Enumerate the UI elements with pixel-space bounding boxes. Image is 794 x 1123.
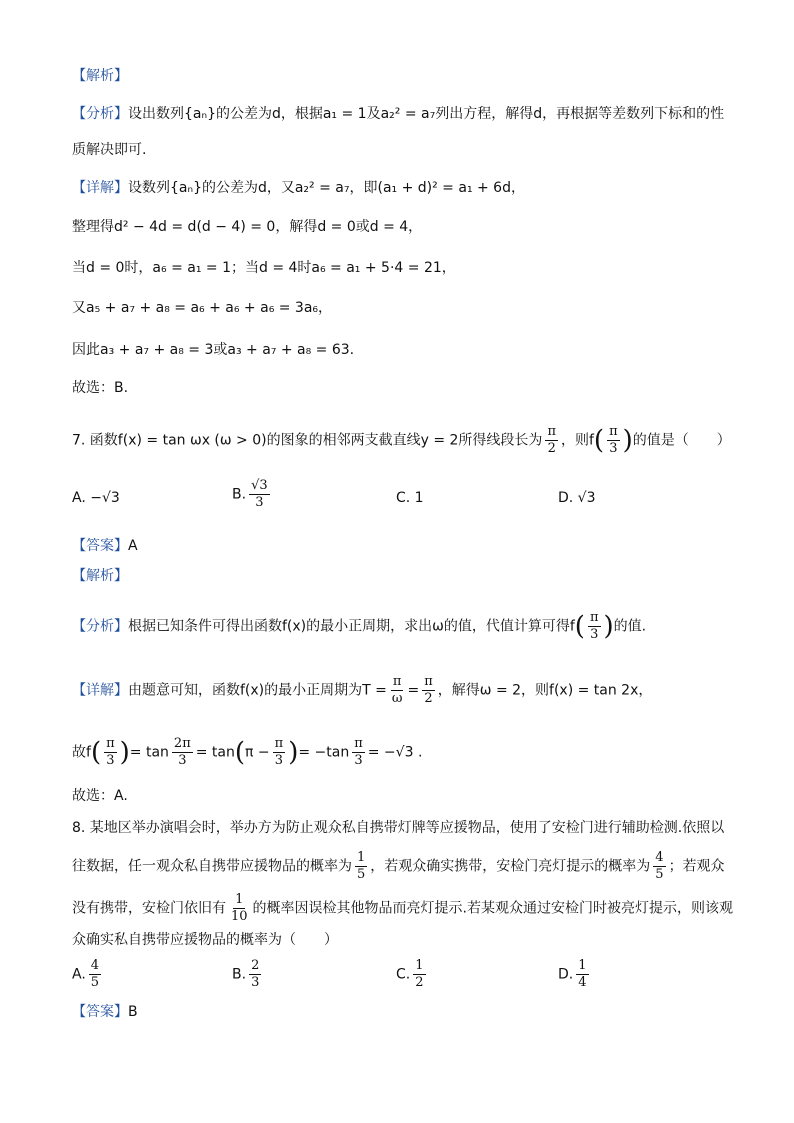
option-d [558, 490, 596, 506]
answer-value: A [128, 538, 138, 554]
choice-line [72, 786, 128, 806]
text-run: = tan [195, 744, 235, 761]
text-run: 又a₅ + a₇ + a₈ = a₆ + a₆ + a₆ = 3a₆， [72, 300, 333, 316]
fraction-numerator: π [392, 674, 402, 689]
section-tag: 【详解】 [72, 180, 128, 196]
question-8 [72, 930, 338, 950]
analysis-line [72, 610, 646, 643]
section-tag: 【答案】 [72, 1004, 128, 1020]
choice-line [72, 378, 128, 398]
option-label: C. [396, 966, 411, 983]
paren: ( [593, 425, 605, 456]
analysis-line [72, 104, 724, 124]
fraction-denominator: 3 [251, 975, 260, 990]
fraction-numerator: π [547, 424, 556, 439]
fraction [89, 958, 101, 991]
option-c [396, 958, 429, 991]
fraction [273, 736, 286, 769]
fraction [390, 674, 405, 707]
option-text: D. √3 [558, 490, 596, 506]
text-run: 的值. [613, 618, 647, 635]
text-run: 因此a₃ + a₇ + a₈ = 3或a₃ + a₇ + a₈ = 63. [72, 342, 355, 358]
fraction-numerator: 2 [251, 958, 260, 973]
option-text: A. −√3 [72, 490, 120, 506]
question-7 [72, 424, 731, 457]
text-run: 故选：A. [72, 788, 128, 804]
text-run: = −tan [298, 744, 350, 761]
text-run: 7. 函数f(x) = tan ωx (ω > 0)的图象的相邻两支截直线y = 2所得线段长为 [72, 432, 543, 449]
fraction-denominator: ω [391, 691, 403, 706]
text-run: ；若观众 [668, 858, 725, 875]
question-8 [72, 850, 725, 883]
text-run: ，解得ω = 2，则f(x) = tan 2x， [437, 682, 653, 699]
fraction-denominator: 3 [590, 627, 599, 642]
option-d [558, 958, 592, 991]
section-tag: 【解析】 [72, 68, 128, 84]
fraction [172, 736, 193, 769]
text-run: 根据已知条件可得出函数f(x)的最小正周期，求出ω的值，代值计算可得f [128, 618, 575, 635]
option-label: B. [232, 486, 247, 503]
fraction-numerator: 4 [90, 958, 100, 973]
text-run: 没有携带，安检门依旧有 [72, 900, 226, 917]
text-run: = −√3 . [367, 744, 423, 761]
fraction-denominator: 5 [90, 975, 100, 990]
detail-line [72, 178, 525, 198]
paren: ( [234, 737, 246, 768]
analysis-heading [72, 66, 128, 86]
option-text: C. 1 [396, 490, 424, 506]
paren: ) [622, 425, 633, 456]
text-run: 众确实私自携带应援物品的概率为（ ） [72, 932, 338, 948]
fraction-denominator: 3 [106, 753, 115, 768]
text-run: 的值是（ ） [632, 432, 731, 449]
fraction-denominator: 2 [424, 691, 433, 706]
option-label: D. [558, 966, 574, 983]
text-run: 的概率因误检其他物品而亮灯提示.若某观众通过安检门时被亮灯提示，则该观 [252, 900, 733, 917]
text-run: 设数列{aₙ}的公差为d，又a₂² = a₇，即(a₁ + d)² = a₁ + 6d， [128, 180, 525, 196]
detail-line [72, 217, 422, 237]
fraction-numerator: 1 [235, 892, 244, 907]
fraction-denominator: 3 [274, 753, 284, 768]
text-run: = [407, 682, 420, 699]
fraction-numerator: 1 [415, 958, 424, 973]
section-tag: 【解析】 [72, 568, 128, 584]
section-tag: 【答案】 [72, 538, 128, 554]
fraction [653, 850, 665, 883]
fraction-numerator: π [609, 424, 618, 439]
option-c [396, 490, 424, 506]
paren: ) [603, 611, 614, 642]
detail-line [72, 298, 332, 318]
text-run: 整理得d² − 4d = d(d − 4) = 0，解得d = 0或d = 4， [72, 219, 423, 235]
fraction-numerator: 4 [655, 850, 664, 865]
answer-line [72, 536, 138, 556]
section-tag: 【详解】 [72, 682, 128, 699]
fraction-denominator: 5 [655, 867, 664, 882]
text-run: 由题意可知，函数f(x)的最小正周期为T = [128, 682, 387, 699]
fraction [249, 478, 270, 511]
fraction [588, 610, 601, 643]
paren: ( [574, 611, 585, 642]
detail-line [72, 674, 652, 707]
analysis-line [72, 140, 146, 160]
fraction-denominator: 2 [547, 441, 556, 456]
fraction-denominator: 2 [415, 975, 424, 990]
question-8 [72, 892, 733, 925]
paren: ) [119, 737, 130, 768]
option-a [72, 490, 120, 506]
text-run: 故f [72, 744, 91, 761]
fraction-numerator: π [354, 736, 363, 751]
fraction-numerator: π [274, 736, 284, 751]
fraction [545, 424, 558, 457]
fraction [229, 892, 250, 925]
fraction-numerator: π [589, 610, 599, 625]
fraction [576, 958, 588, 991]
detail-line [72, 258, 456, 278]
fraction-denominator: 3 [609, 441, 618, 456]
fraction-denominator: 3 [354, 753, 363, 768]
text-run: 故选：B. [72, 380, 129, 396]
fraction-denominator: 3 [178, 753, 187, 768]
fraction-numerator: 1 [357, 850, 366, 865]
option-label: A. [72, 966, 86, 983]
fraction [413, 958, 425, 991]
fraction [355, 850, 367, 883]
text-run: ，若观众确实携带，安检门亮灯提示的概率为 [370, 858, 651, 875]
fraction [249, 958, 261, 991]
text-run: 当d = 0时，a₆ = a₁ = 1；当d = 4时a₆ = a₁ + 5·4 = 21， [72, 260, 456, 276]
fraction-numerator: π [106, 736, 115, 751]
fraction [104, 736, 117, 769]
analysis-heading [72, 566, 128, 586]
text-run: 设出数列{aₙ}的公差为d，根据a₁ = 1及a₂² = a₇列出方程，解得d，再根据等差数列下标和的性 [128, 106, 725, 122]
option-label: B. [232, 966, 247, 983]
section-tag: 【分析】 [72, 618, 128, 635]
fraction [352, 736, 365, 769]
fraction-denominator: 10 [231, 909, 248, 924]
fraction-denominator: 3 [255, 495, 264, 510]
paren: ( [90, 737, 102, 768]
text-run: ，则f [560, 432, 594, 449]
fraction [607, 424, 620, 457]
fraction-numerator: π [424, 674, 433, 689]
text-run: 8. 某地区举办演唱会时，举办方为防止观众私自携带灯牌等应援物品，使用了安检门进行辅助检测.依照以 [72, 820, 725, 836]
section-tag: 【分析】 [72, 106, 128, 122]
fraction [422, 674, 435, 707]
question-8 [72, 818, 724, 838]
option-b [232, 478, 273, 511]
fraction-numerator: 2π [173, 736, 191, 751]
text-run: π − [245, 744, 270, 761]
answer-line [72, 1002, 138, 1022]
text-run: = tan [129, 744, 169, 761]
fraction-numerator: 1 [578, 958, 587, 973]
detail-line [72, 736, 422, 769]
text-run: 质解决即可. [72, 142, 147, 158]
fraction-denominator: 4 [578, 975, 587, 990]
answer-value: B [128, 1004, 138, 1020]
text-run: 往数据，任一观众私自携带应援物品的概率为 [72, 858, 352, 875]
detail-line [72, 340, 354, 360]
fraction-denominator: 5 [357, 867, 366, 882]
option-b [232, 958, 264, 991]
fraction-numerator: √3 [251, 478, 268, 493]
paren: ) [288, 737, 299, 768]
option-a [72, 958, 104, 991]
